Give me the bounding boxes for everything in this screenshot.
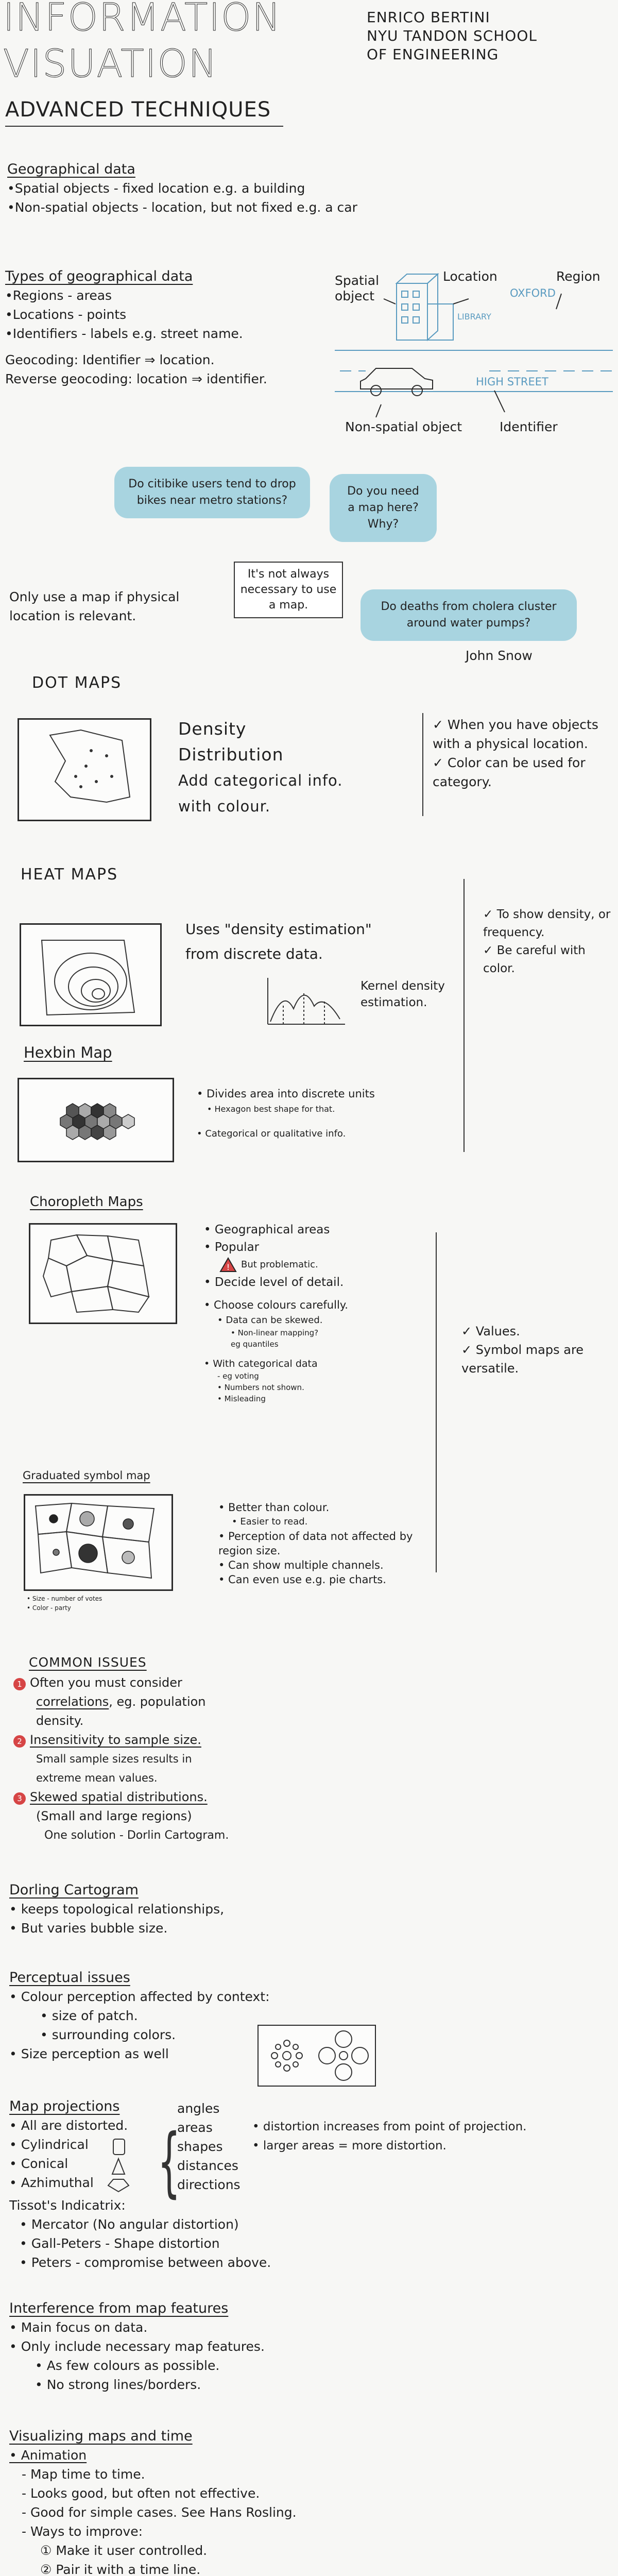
choro-checks	[461, 1322, 595, 1378]
types-header: Types of geographical data	[5, 268, 193, 284]
location-label: Location	[443, 269, 497, 284]
choro-sub: eg quantiles	[231, 1340, 279, 1349]
identifier-label: Identifier	[500, 419, 558, 434]
region-label: Region	[556, 269, 600, 284]
perceptual-bullet: • Colour perception affected by context:	[9, 1989, 270, 2004]
heat-check-2: ✓ Be careful with color.	[483, 944, 586, 975]
choro-bullet: • Choose colours carefully.	[204, 1299, 348, 1311]
grad-bullet: • Can even use e.g. pie charts.	[218, 1573, 386, 1586]
author-school-2: OF ENGINEERING	[367, 46, 499, 63]
choro-sub: • Numbers not shown.	[217, 1383, 304, 1392]
types-item: •Identifiers - labels e.g. street name.	[5, 326, 243, 341]
heat-map-drawing	[21, 925, 160, 1025]
non-spatial-label: Non-spatial object	[345, 419, 462, 434]
projections-section	[9, 2097, 174, 2192]
improve-2: ② Pair it with a time line.	[40, 2562, 201, 2576]
projections-header: Map projections	[9, 2098, 120, 2114]
graduated-sketch	[24, 1494, 173, 1591]
choro-check-1: ✓ Values.	[461, 1324, 520, 1338]
dorling-bullet: • But varies bubble size.	[9, 1921, 168, 1936]
interference-sub: • As few colours as possible.	[35, 2358, 220, 2373]
geo-item: •Non-spatial objects - location, but not fixed e.g. a car	[7, 200, 357, 215]
density-text: Density	[178, 719, 247, 739]
subtitle: ADVANCED TECHNIQUES	[5, 98, 271, 122]
choro-bullet: • With categorical data	[204, 1358, 318, 1369]
distortion-type: areas	[177, 2120, 213, 2135]
perceptual-sub: • surrounding colors.	[40, 2027, 176, 2042]
need-map-bubble: Do you need a map here? Why?	[330, 474, 437, 542]
problematic-row: ! But problematic.	[204, 1256, 348, 1274]
choropleth-header: Choropleth Maps	[30, 1194, 143, 1210]
choropleth-drawing	[30, 1225, 176, 1323]
choro-bullet: • Decide level of detail.	[204, 1276, 344, 1289]
grad-bullet: • Perception of data not affected by region size.	[218, 1530, 413, 1557]
legend-size: • Size - number of votes	[27, 1595, 102, 1602]
heat-brace	[464, 879, 465, 1152]
subtitle-underline	[5, 126, 283, 127]
library-label: LIBRARY	[457, 312, 491, 321]
size-illusion-drawing	[259, 2026, 375, 2086]
hexbin-bullet: • Divides area into discrete units	[197, 1088, 375, 1100]
animation-note: - Map time to time.	[22, 2467, 145, 2482]
choro-sub: • Data can be skewed.	[217, 1315, 323, 1326]
projections-brace: {	[158, 2117, 181, 2207]
animation-note: - Looks good, but often not effective.	[22, 2486, 260, 2501]
issue-3: 3 Skewed spatial distributions.	[13, 1788, 302, 1807]
circled-1-icon: ①	[40, 2543, 56, 2558]
citibike-bubble: Do citibike users tend to drop bikes near metro stations?	[114, 467, 310, 518]
geo-item: •Spatial objects - fixed location e.g. a building	[7, 181, 305, 196]
interference-bullet: • Main focus on data.	[9, 2320, 148, 2335]
dorling-section	[9, 1880, 318, 1938]
distortion-type: angles	[177, 2101, 220, 2116]
common-issues-list: 1 Often you must consider correlations, eg. population density. 2 Insensitivity to sample size. Small sample sizes results in extreme mean values. 3 Skewed spatial distributions. (Small and large regions) One solution - Dorlin Cartogram.	[13, 1673, 302, 1845]
heat-maps-header: HEAT MAPS	[21, 866, 118, 884]
check-icon: ✓	[483, 908, 497, 921]
author-block	[367, 8, 537, 64]
geocoding-text: Geocoding: Identifier ⇒ location.	[5, 352, 215, 367]
hexbin-sketch	[18, 1078, 174, 1162]
dot-check-2: ✓ Color can be used for category.	[433, 755, 586, 789]
not-always-box: It's not always necessary to use a map.	[234, 562, 343, 618]
distortion-type: distances	[177, 2158, 238, 2173]
common-issues-header: COMMON ISSUES	[29, 1655, 147, 1670]
geo-section	[7, 160, 357, 217]
distortion-notes	[252, 2117, 613, 2156]
tissot-section	[9, 2196, 370, 2272]
issue-number-icon: 2	[13, 1735, 26, 1748]
interference-sub: • No strong lines/borders.	[35, 2377, 201, 2392]
projection-bullet: • All are distorted.	[9, 2118, 128, 2133]
tissot-bullet: • Gall-Peters - Shape distortion	[20, 2236, 220, 2251]
improve-1: ① Make it user controlled.	[40, 2543, 208, 2558]
graduated-legend	[27, 1594, 102, 1613]
check-icon: ✓	[461, 1324, 476, 1338]
dot-maps-checks	[433, 715, 613, 791]
grad-sub: • Easier to read.	[232, 1516, 308, 1527]
heat-maps-checks	[483, 906, 612, 978]
projection-bullet: • Conical	[9, 2156, 68, 2171]
issue-2: 2 Insensitivity to sample size.	[13, 1731, 302, 1750]
only-use-map-text: Only use a map if physical location is relevant.	[9, 589, 180, 623]
interference-bullet: • Only include necessary map features.	[9, 2339, 265, 2354]
check-icon: ✓	[433, 755, 448, 770]
projection-bullet: • Cylindrical	[9, 2137, 89, 2152]
categorical-text: Add categorical info.	[178, 772, 343, 789]
distortion-type: shapes	[177, 2139, 223, 2154]
choro-check-2: ✓ Symbol maps are versatile.	[461, 1343, 584, 1376]
check-icon: ✓	[483, 944, 497, 957]
perceptual-sub: • size of patch.	[40, 2008, 138, 2023]
perceptual-bullet: • Size perception as well	[9, 2046, 169, 2061]
density-estimation-text: Uses "density estimation"	[185, 921, 372, 938]
dot-check-1: ✓ When you have objects with a physical location.	[433, 717, 598, 751]
distortion-type: directions	[177, 2177, 241, 2192]
circled-2-icon: ②	[40, 2562, 56, 2576]
choro-bullet: • Geographical areas	[204, 1223, 330, 1236]
types-item: •Locations - points	[5, 307, 127, 322]
title-line-2: VISUATION	[3, 42, 218, 86]
interference-section	[9, 2299, 370, 2394]
kde-sketch	[263, 973, 350, 1029]
spatial-object-label: Spatial object	[335, 273, 380, 303]
issue-number-icon: 3	[13, 1792, 26, 1805]
tissot-bullet: • Peters - compromise between above.	[20, 2255, 271, 2270]
distortion-note: • larger areas = more distortion.	[252, 2139, 447, 2153]
title-line-1: INFORMATION	[3, 0, 282, 40]
hexbin-drawing	[19, 1079, 173, 1161]
heat-maps-notes	[185, 917, 372, 967]
author-school: NYU TANDON SCHOOL	[367, 27, 537, 44]
issue-number-icon: 1	[13, 1678, 26, 1690]
heat-check-1: ✓ To show density, or frequency.	[483, 908, 611, 939]
graduated-drawing	[25, 1496, 171, 1589]
time-header: Visualizing maps and time	[9, 2428, 193, 2444]
heat-map-sketch	[20, 923, 162, 1026]
choro-sub: • Non-linear mapping?	[231, 1328, 319, 1337]
with-colour-text: with colour.	[178, 798, 271, 815]
animation-note: - Ways to improve:	[22, 2524, 143, 2539]
dot-map-sketch	[18, 718, 151, 821]
choropleth-sketch	[29, 1223, 177, 1324]
distribution-text: Distribution	[178, 744, 284, 765]
hexbin-bullet: • Categorical or qualitative info.	[197, 1128, 346, 1139]
choro-sub: - eg voting	[217, 1371, 259, 1381]
grad-bullet: • Better than colour.	[218, 1501, 330, 1514]
dorling-bullet: • keeps topological relationships,	[9, 1902, 225, 1917]
geo-header: Geographical data	[7, 161, 135, 177]
hexbin-header: Hexbin Map	[24, 1044, 112, 1061]
tissot-bullet: • Mercator (No angular distortion)	[20, 2217, 239, 2232]
cholera-bubble: Do deaths from cholera cluster around water pumps?	[360, 589, 577, 641]
graduated-header: Graduated symbol map	[23, 1469, 150, 1482]
interference-header: Interference from map features	[9, 2300, 229, 2316]
john-snow-label: John Snow	[466, 648, 533, 663]
discrete-data-text: from discrete data.	[185, 945, 323, 962]
spatial-sketch	[335, 263, 613, 443]
projection-bullet: • Azhimuthal	[9, 2175, 94, 2190]
animation-label: • Animation	[9, 2448, 87, 2463]
distortion-list	[177, 2099, 241, 2194]
hexbin-sub: • Hexagon best shape for that.	[207, 1104, 335, 1114]
dorling-header: Dorling Cartogram	[9, 1882, 139, 1898]
dot-maps-header: DOT MAPS	[32, 674, 122, 692]
svg-text:!: !	[226, 1262, 230, 1272]
check-icon: ✓	[433, 717, 448, 732]
dot-map-drawing	[19, 720, 150, 820]
choropleth-notes	[204, 1221, 348, 1404]
street-label: HIGH STREET	[476, 376, 548, 388]
dot-maps-notes	[178, 716, 343, 819]
legend-color: • Color - party	[27, 1604, 71, 1612]
types-item: •Regions - areas	[5, 288, 112, 303]
time-section	[9, 2427, 370, 2576]
dot-brace	[422, 713, 423, 816]
tissot-header: Tissot's Indicatrix:	[9, 2198, 126, 2213]
hexbin-notes	[197, 1086, 375, 1142]
choro-sub: • Misleading	[217, 1394, 266, 1403]
author-name: ENRICO BERTINI	[367, 9, 490, 26]
types-section	[5, 267, 335, 388]
ebbinghaus-sketch	[258, 2025, 376, 2087]
issue-1: 1 Often you must consider	[13, 1673, 302, 1692]
animation-note: - Good for simple cases. See Hans Rosling.	[22, 2505, 297, 2520]
check-icon: ✓	[461, 1343, 476, 1357]
perceptual-header: Perceptual issues	[9, 1970, 130, 1986]
grad-bullet: • Can show multiple channels.	[218, 1559, 384, 1571]
oxford-label: OXFORD	[510, 287, 556, 299]
warning-icon	[219, 1257, 237, 1273]
kde-label: Kernel density estimation.	[360, 979, 445, 1009]
reverse-geocoding-text: Reverse geocoding: location ⇒ identifier.	[5, 371, 267, 386]
choro-bullet: • Popular	[204, 1241, 260, 1254]
graduated-notes	[218, 1500, 440, 1587]
distortion-note: • distortion increases from point of projection.	[252, 2120, 527, 2133]
projection-shapes-icon	[103, 2138, 149, 2195]
